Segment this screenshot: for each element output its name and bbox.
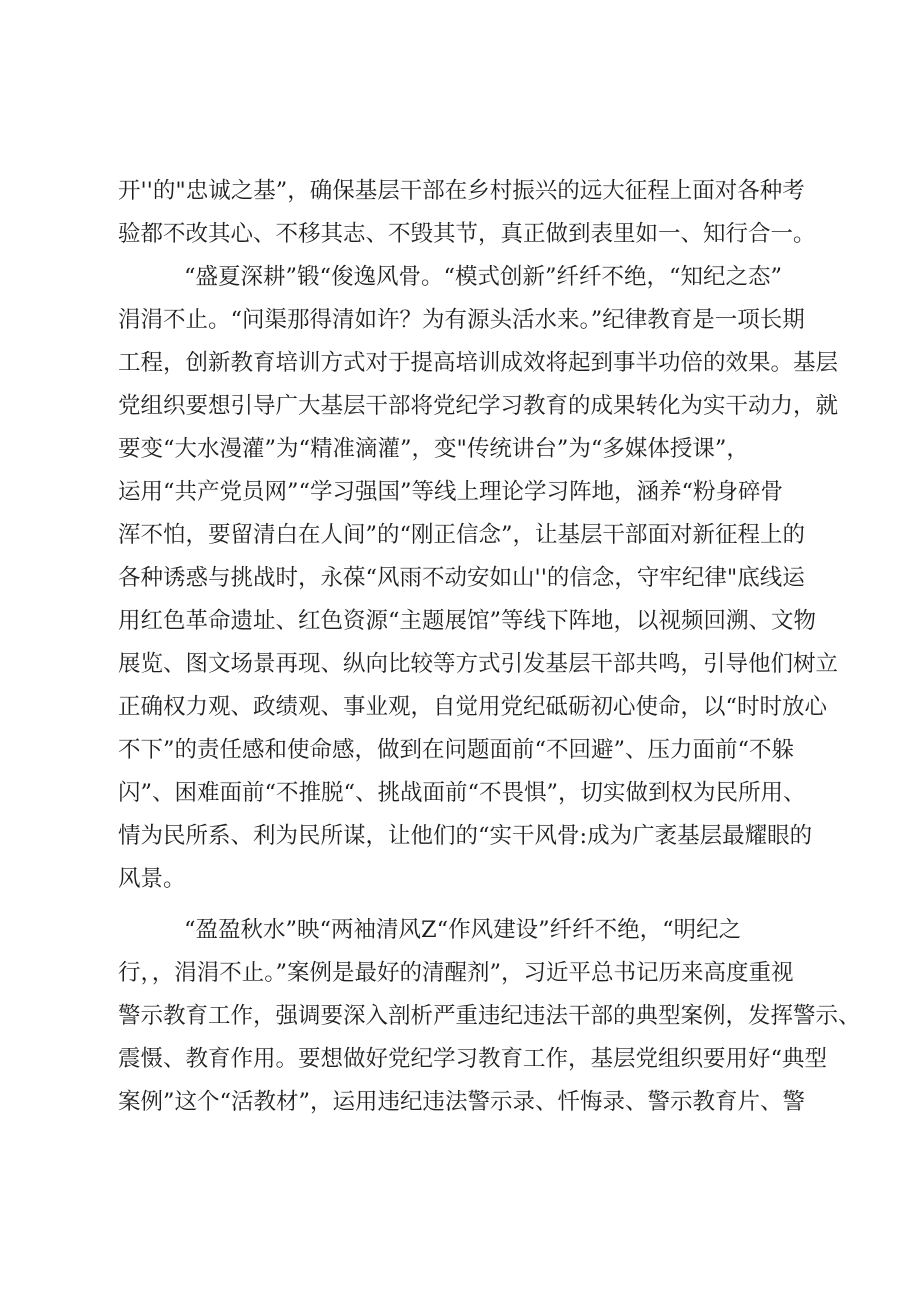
- paragraph-line: 警示教育工作，强调要深入剖析严重违纪违法干部的典型案例，发挥警示、: [118, 1003, 861, 1029]
- paragraph-line: 各种诱惑与挑战时，永葆“风雨不动安如山''的信念，守牢纪律"底线运: [118, 565, 805, 591]
- paragraph-line: 涓涓不止。“问渠那得清如许？为有源头活水来。”纪律教育是一项长期: [118, 307, 805, 333]
- paragraph-line: 党组织要想引导广大基层干部将党纪学习教育的成果转化为实干动力，就: [118, 393, 839, 419]
- paragraph-line: 开''的"忠诚之基”，确保基层干部在乡村振兴的远大征程上面对各种考: [118, 178, 805, 204]
- paragraph-line: 案例”这个“活教材”，运用违纪违法警示录、忏悔录、警示教育片、警: [118, 1089, 806, 1115]
- paragraph-line: 不下”的责任感和使命感，做到在问题面前“不回避”、压力面前“不躲: [118, 737, 795, 763]
- paragraph-line: 展览、图文场景再现、纵向比较等方式引发基层干部共鸣，引导他们树立: [118, 651, 839, 677]
- paragraph-line: “盈盈秋水”映“两袖清风Z“作风建设”纤纤不绝，“明纪之: [184, 917, 742, 943]
- paragraph-line: “盛夏深耕”锻“俊逸风骨。“模式创新”纤纤不绝，“知纪之态”: [184, 264, 783, 290]
- paragraph-line: 运用“共产党员网”“学习强国”等线上理论学习阵地，涵养“粉身碎骨: [118, 479, 784, 505]
- paragraph-line: 要变“大水漫灌”为“精准滴灌”，变"传统讲台”为“多媒体授课”，: [118, 436, 749, 462]
- paragraph-line: 风景。: [118, 866, 186, 892]
- paragraph-line: 行，，涓涓不止。”案例是最好的清醒剂”，习近平总书记历来高度重视: [118, 960, 794, 986]
- paragraph-line: 情为民所系、利为民所谋，让他们的“实干风骨:成为广袤基层最耀眼的: [118, 823, 813, 849]
- paragraph-line: 验都不改其心、不移其志、不毁其节，真正做到表里如一、知行合一。: [118, 221, 816, 247]
- paragraph-line: 正确权力观、政绩观、事业观，自觉用党纪砥砺初心使命，以“时时放心: [118, 694, 828, 720]
- paragraph-line: 浑不怕，要留清白在人间”的“刚正信念”，让基层干部面对新征程上的: [118, 522, 806, 548]
- paragraph-line: 闪”、困难面前“不推脱“、挑战面前“不畏惧”，切实做到权为民所用、: [118, 780, 806, 806]
- paragraph-line: 震慑、教育作用。要想做好党纪学习教育工作，基层党组织要用好“典型: [118, 1046, 828, 1072]
- paragraph-line: 工程，创新教育培训方式对于提高培训成效将起到事半功倍的效果。基层: [118, 350, 839, 376]
- paragraph-line: 用红色革命遗址、红色资源“主题展馆”等线下阵地，以视频回溯、文物: [118, 608, 817, 634]
